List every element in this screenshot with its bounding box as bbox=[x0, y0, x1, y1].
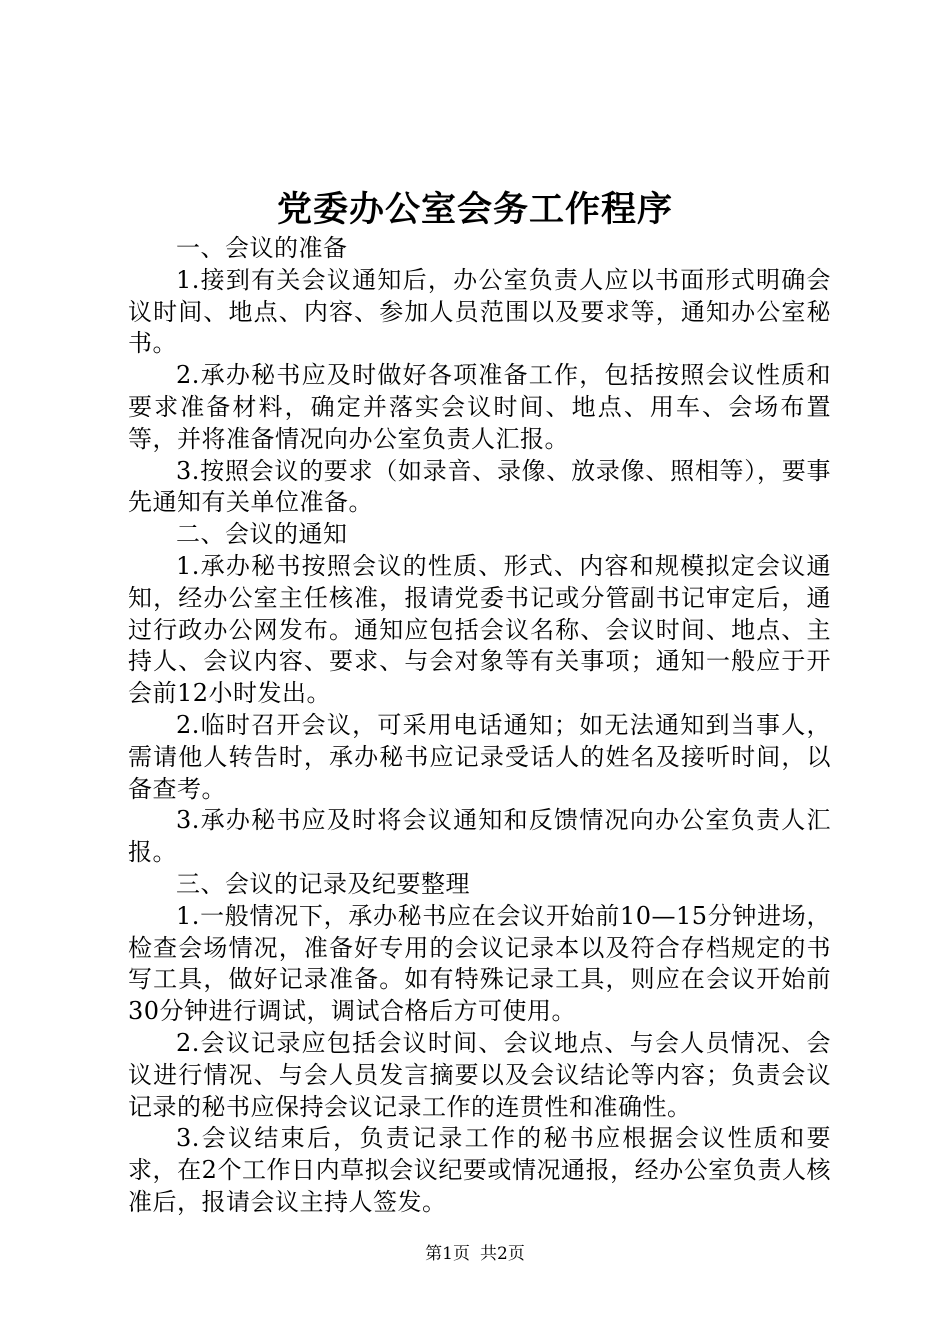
paragraph: 3.按照会议的要求（如录音、录像、放录像、照相等），要事先通知有关单位准备。 bbox=[128, 456, 831, 517]
document-body bbox=[128, 233, 831, 1219]
page-total: 共2页 bbox=[480, 1244, 525, 1264]
section-heading: 二、会议的通知 bbox=[176, 520, 348, 549]
paragraph: 2.会议记录应包括会议时间、会议地点、与会人员情况、会议进行情况、与会人员发言摘要以及会议结论等内容；负责会议记录的秘书应保持会议记录工作的连贯性和准确性。 bbox=[128, 1028, 831, 1121]
section-heading: 三、会议的记录及纪要整理 bbox=[176, 869, 470, 898]
paragraph: 2.临时召开会议，可采用电话通知；如无法通知到当事人，需请他人转告时，承办秘书应记录受话人的姓名及接听时间，以备查考。 bbox=[128, 710, 831, 803]
paragraph: 1.承办秘书按照会议的性质、形式、内容和规模拟定会议通知，经办公室主任核准，报请党委书记或分管副书记审定后，通过行政办公网发布。通知应包括会议名称、会议时间、地点、主持人、会议内容、要求、与会对象等有关事项；通知一般应于开会前12小时发出。 bbox=[128, 551, 831, 708]
paragraph: 3.承办秘书应及时将会议通知和反馈情况向办公室负责人汇报。 bbox=[128, 806, 831, 867]
page-number: 第1页 bbox=[425, 1244, 470, 1264]
paragraph: 1.接到有关会议通知后，办公室负责人应以书面形式明确会议时间、地点、内容、参加人员范围以及要求等，通知办公室秘书。 bbox=[128, 265, 831, 358]
section-heading: 一、会议的准备 bbox=[176, 234, 348, 262]
paragraph: 2.承办秘书应及时做好各项准备工作，包括按照会议性质和要求准备材料，确定并落实会议时间、地点、用车、会场布置等，并将准备情况向办公室负责人汇报。 bbox=[128, 361, 831, 453]
document-title: 党委办公室会务工作程序 bbox=[276, 189, 673, 230]
paragraph: 1.一般情况下，承办秘书应在会议开始前10—15分钟进场，检查会场情况，准备好专用的会议记录本以及符合存档规定的书写工具，做好记录准备。如有特殊记录工具，则应在会议开始前30分钟进行调试，调试合格后方可使用。 bbox=[128, 901, 831, 1026]
paragraph: 3.会议结束后，负责记录工作的秘书应根据会议性质和要求，在2个工作日内草拟会议纪要或情况通报，经办公室负责人核准后，报请会议主持人签发。 bbox=[128, 1124, 831, 1216]
page-footer bbox=[0, 1242, 950, 1266]
